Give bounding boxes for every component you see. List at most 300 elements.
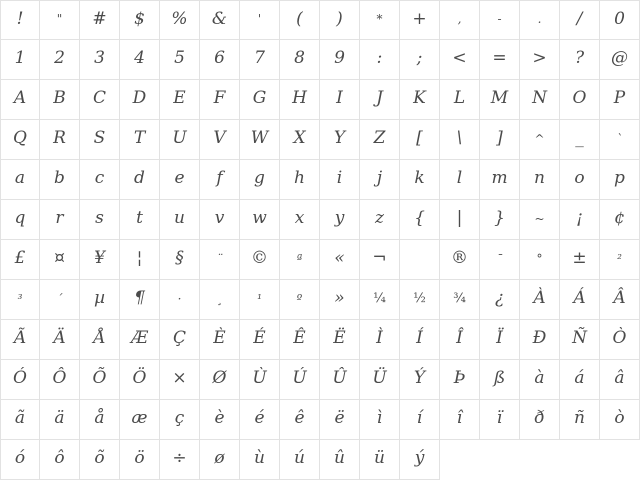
glyph-character: |: [456, 208, 463, 228]
glyph-cell: [280, 440, 320, 480]
glyph-cell: [80, 0, 120, 40]
glyph-character: í: [416, 408, 423, 428]
glyph-cell: [440, 200, 480, 240]
glyph-character: r: [55, 208, 64, 228]
glyph-cell: [480, 0, 520, 40]
glyph-cell: [80, 120, 120, 160]
glyph-cell: [80, 400, 120, 440]
glyph-cell: [520, 160, 560, 200]
glyph-character: ý: [414, 448, 425, 468]
glyph-cell: [520, 280, 560, 320]
glyph-character: $: [134, 8, 145, 29]
glyph-character: Z: [373, 128, 386, 148]
glyph-cell: [480, 80, 520, 120]
glyph-character: ß: [493, 368, 506, 388]
glyph-cell: [40, 40, 80, 80]
glyph-character: 8: [294, 48, 305, 68]
glyph-character: ¼: [373, 291, 386, 306]
glyph-character: Ú: [292, 368, 307, 388]
glyph-character: z: [375, 208, 384, 228]
glyph-cell: [80, 280, 120, 320]
glyph-character: h: [294, 168, 305, 188]
glyph-character: q: [14, 208, 26, 228]
glyph-cell: [400, 0, 440, 40]
glyph-character: ¦: [136, 248, 143, 268]
glyph-cell: [440, 400, 480, 440]
glyph-cell: [40, 0, 80, 40]
glyph-character: p: [614, 168, 625, 188]
glyph-cell: [360, 200, 400, 240]
glyph-cell: [360, 280, 400, 320]
glyph-cell: [120, 160, 160, 200]
glyph-character: K: [413, 88, 426, 108]
glyph-character: ð: [534, 408, 545, 428]
glyph-cell: [520, 200, 560, 240]
glyph-character: 0: [614, 8, 625, 29]
glyph-cell-empty: [520, 440, 560, 480]
glyph-character: C: [92, 88, 106, 108]
glyph-character: Y: [333, 128, 346, 148]
glyph-character: .: [537, 12, 542, 26]
glyph-cell: [200, 400, 240, 440]
glyph-character: ®: [451, 248, 468, 268]
glyph-cell: [560, 320, 600, 360]
glyph-character: <: [452, 48, 467, 68]
glyph-character: ¡: [576, 208, 583, 228]
glyph-character: (: [296, 8, 303, 29]
glyph-cell: [40, 320, 80, 360]
glyph-cell: [400, 120, 440, 160]
glyph-character: é: [254, 408, 265, 428]
glyph-character: ;: [416, 48, 423, 68]
glyph-character: Á: [573, 288, 586, 308]
glyph-character: m: [491, 168, 508, 188]
glyph-character: õ: [94, 448, 105, 468]
glyph-cell: [360, 160, 400, 200]
glyph-character: ?: [574, 48, 585, 68]
glyph-cell: [0, 160, 40, 200]
glyph-cell-empty: [600, 440, 640, 480]
glyph-character: ª: [296, 251, 303, 266]
glyph-character: ': [257, 12, 262, 26]
glyph-character: !: [16, 8, 24, 29]
glyph-cell: [240, 440, 280, 480]
glyph-character: Ö: [132, 368, 147, 388]
glyph-cell: [600, 40, 640, 80]
glyph-character: ¬: [372, 248, 387, 268]
glyph-cell: [120, 80, 160, 120]
glyph-cell: [320, 280, 360, 320]
glyph-character: I: [336, 88, 343, 108]
glyph-cell: [200, 240, 240, 280]
glyph-cell: [400, 400, 440, 440]
glyph-cell: [200, 280, 240, 320]
glyph-character: =: [492, 48, 507, 68]
glyph-character: Æ: [130, 328, 149, 348]
glyph-character: y: [334, 208, 345, 228]
glyph-cell: [600, 240, 640, 280]
glyph-character: g: [254, 168, 265, 188]
glyph-character: 2: [54, 48, 65, 68]
glyph-character: {: [414, 208, 425, 228]
glyph-cell: [40, 80, 80, 120]
glyph-cell: [80, 200, 120, 240]
glyph-character: §: [175, 248, 184, 268]
glyph-character: Ã: [13, 328, 27, 348]
glyph-cell: [160, 360, 200, 400]
glyph-character: ¯: [496, 251, 503, 266]
glyph-character: ±: [572, 248, 587, 268]
glyph-cell: [240, 200, 280, 240]
glyph-cell: [0, 240, 40, 280]
glyph-character: ¹: [257, 291, 262, 306]
glyph-cell: [560, 40, 600, 80]
glyph-cell: [440, 0, 480, 40]
glyph-cell: [200, 80, 240, 120]
glyph-character: a: [14, 168, 26, 188]
glyph-cell: [320, 120, 360, 160]
glyph-character: O: [572, 88, 587, 108]
glyph-character: f: [216, 168, 223, 188]
glyph-character: :: [376, 48, 383, 68]
glyph-cell: [160, 120, 200, 160]
glyph-cell: [400, 360, 440, 400]
glyph-character: H: [292, 88, 307, 108]
glyph-character: Û: [332, 368, 347, 388]
glyph-cell: [200, 320, 240, 360]
glyph-cell: [600, 320, 640, 360]
glyph-character: e: [174, 168, 185, 188]
glyph-character: Ñ: [572, 328, 587, 348]
glyph-character: -: [497, 12, 502, 26]
glyph-character: Þ: [453, 368, 466, 388]
glyph-cell: [560, 120, 600, 160]
glyph-character: ì: [376, 408, 383, 428]
glyph-character: ô: [54, 448, 65, 468]
glyph-character: ö: [134, 448, 145, 468]
glyph-character: ): [336, 8, 343, 29]
glyph-character: P: [613, 88, 626, 108]
glyph-character: [: [416, 128, 423, 148]
glyph-character: `: [616, 131, 623, 146]
glyph-character: 5: [174, 48, 185, 68]
glyph-cell: [600, 400, 640, 440]
glyph-character: Ï: [496, 328, 503, 348]
glyph-cell: [80, 320, 120, 360]
glyph-character: À: [533, 288, 546, 308]
glyph-cell: [360, 360, 400, 400]
glyph-cell: [400, 280, 440, 320]
glyph-cell: [280, 360, 320, 400]
glyph-cell: [160, 440, 200, 480]
glyph-cell: [160, 80, 200, 120]
glyph-cell: [240, 360, 280, 400]
glyph-character: ÷: [172, 448, 187, 468]
glyph-cell: [0, 200, 40, 240]
glyph-character: ¢: [614, 208, 625, 228]
glyph-cell: [360, 240, 400, 280]
glyph-character: Ë: [333, 328, 346, 348]
glyph-cell: [320, 240, 360, 280]
glyph-cell: [280, 80, 320, 120]
glyph-character: »: [334, 288, 345, 308]
glyph-cell: [160, 320, 200, 360]
glyph-cell: [480, 40, 520, 80]
glyph-cell: [160, 200, 200, 240]
glyph-character: ×: [172, 368, 187, 388]
glyph-cell: [440, 280, 480, 320]
glyph-cell: [520, 120, 560, 160]
glyph-cell: [200, 200, 240, 240]
glyph-cell: [240, 320, 280, 360]
glyph-cell: [320, 320, 360, 360]
glyph-character: ]: [496, 128, 503, 148]
glyph-cell: [480, 160, 520, 200]
glyph-character: J: [376, 88, 383, 108]
glyph-cell: [0, 320, 40, 360]
glyph-character: E: [173, 88, 186, 108]
glyph-cell: [520, 240, 560, 280]
glyph-character: W: [250, 128, 269, 148]
glyph-character: ^: [534, 131, 545, 146]
glyph-cell: [80, 40, 120, 80]
glyph-character: ù: [254, 448, 265, 468]
glyph-character: _: [575, 128, 584, 148]
glyph-character: n: [534, 168, 545, 188]
glyph-character: c: [94, 168, 105, 188]
glyph-character: ¥: [94, 248, 105, 268]
glyph-cell: [480, 360, 520, 400]
glyph-cell: [320, 360, 360, 400]
glyph-character: ½: [413, 291, 426, 306]
glyph-cell: [280, 200, 320, 240]
glyph-cell: [480, 280, 520, 320]
glyph-cell: [280, 400, 320, 440]
glyph-character: l: [456, 168, 463, 188]
glyph-character: U: [172, 128, 187, 148]
glyph-cell: [400, 200, 440, 240]
glyph-character: è: [214, 408, 225, 428]
glyph-cell: [600, 80, 640, 120]
glyph-character: ê: [294, 408, 305, 428]
glyph-character: º: [296, 291, 303, 306]
glyph-cell: [480, 200, 520, 240]
glyph-cell: [560, 360, 600, 400]
glyph-cell: [400, 80, 440, 120]
glyph-character: ©: [251, 248, 268, 268]
glyph-character: ": [56, 12, 63, 26]
glyph-character: \: [456, 128, 463, 148]
glyph-character: #: [92, 8, 107, 29]
glyph-cell: [80, 240, 120, 280]
glyph-cell: [160, 400, 200, 440]
glyph-cell-empty: [560, 440, 600, 480]
glyph-character: M: [490, 88, 509, 108]
glyph-character: u: [174, 208, 185, 228]
glyph-character: ó: [14, 448, 26, 468]
glyph-cell: [40, 440, 80, 480]
glyph-character: w: [252, 208, 267, 228]
glyph-cell: [120, 440, 160, 480]
glyph-character: 4: [134, 48, 145, 68]
glyph-character: F: [213, 88, 226, 108]
glyph-cell: [520, 320, 560, 360]
glyph-cell: [240, 80, 280, 120]
glyph-character: û: [334, 448, 345, 468]
glyph-cell: [40, 120, 80, 160]
glyph-cell: [0, 80, 40, 120]
glyph-character: ò: [614, 408, 625, 428]
glyph-character: t: [136, 208, 143, 228]
glyph-cell: [280, 0, 320, 40]
glyph-cell: [160, 160, 200, 200]
glyph-character: N: [532, 88, 547, 108]
glyph-character: }: [494, 208, 505, 228]
glyph-cell: [600, 200, 640, 240]
glyph-cell: [0, 0, 40, 40]
glyph-character: s: [95, 208, 104, 228]
glyph-character: ³: [17, 291, 23, 306]
glyph-character: î: [456, 408, 463, 428]
glyph-cell: [240, 280, 280, 320]
glyph-cell: [480, 400, 520, 440]
glyph-character: Ó: [13, 368, 27, 388]
glyph-character: ç: [174, 408, 185, 428]
glyph-cell: [520, 400, 560, 440]
glyph-cell: [400, 160, 440, 200]
glyph-cell: [320, 400, 360, 440]
glyph-character: A: [13, 88, 27, 108]
glyph-character: Õ: [92, 368, 107, 388]
glyph-cell: [0, 40, 40, 80]
glyph-character: ¸: [216, 291, 223, 306]
glyph-character: 6: [214, 48, 225, 68]
glyph-cell: [200, 40, 240, 80]
glyph-cell: [40, 240, 80, 280]
glyph-cell: [560, 200, 600, 240]
glyph-cell: [0, 360, 40, 400]
glyph-character: ·: [177, 291, 182, 306]
glyph-character: Å: [93, 328, 106, 348]
glyph-character: L: [453, 88, 466, 108]
glyph-character: %: [171, 8, 188, 29]
glyph-character: Ü: [372, 368, 387, 388]
glyph-cell: [120, 400, 160, 440]
glyph-cell: [440, 360, 480, 400]
glyph-cell: [560, 400, 600, 440]
glyph-character: Ò: [612, 328, 627, 348]
glyph-cell: [200, 0, 240, 40]
glyph-cell: [360, 320, 400, 360]
glyph-cell: [480, 240, 520, 280]
glyph-cell: [200, 160, 240, 200]
glyph-character: ,: [457, 12, 462, 26]
glyph-character: X: [293, 128, 306, 148]
glyph-cell: [360, 0, 400, 40]
glyph-cell: [0, 280, 40, 320]
glyph-character: à: [534, 368, 545, 388]
glyph-cell: [440, 120, 480, 160]
glyph-character: i: [336, 168, 343, 188]
glyph-cell: [320, 440, 360, 480]
glyph-character: D: [132, 88, 147, 108]
glyph-cell: [480, 120, 520, 160]
glyph-character: Ì: [376, 328, 383, 348]
glyph-cell: [400, 240, 440, 280]
glyph-character: +: [412, 8, 427, 29]
glyph-character: ñ: [574, 408, 585, 428]
glyph-cell: [400, 40, 440, 80]
glyph-cell: [0, 440, 40, 480]
glyph-cell: [320, 160, 360, 200]
glyph-cell: [560, 80, 600, 120]
glyph-cell: [120, 320, 160, 360]
glyph-character: Í: [416, 328, 423, 348]
glyph-character: ¤: [54, 248, 65, 268]
glyph-cell: [40, 400, 80, 440]
glyph-character: Ä: [53, 328, 66, 348]
glyph-character: Î: [456, 328, 463, 348]
glyph-cell: [160, 40, 200, 80]
glyph-character: R: [53, 128, 66, 148]
glyph-character: b: [54, 168, 65, 188]
glyph-cell: [80, 160, 120, 200]
glyph-character: k: [414, 168, 425, 188]
glyph-cell: [240, 160, 280, 200]
glyph-cell: [440, 160, 480, 200]
glyph-character: æ: [131, 408, 148, 428]
glyph-cell: [320, 80, 360, 120]
glyph-cell: [560, 240, 600, 280]
glyph-cell: [80, 80, 120, 120]
glyph-character: x: [294, 208, 305, 228]
glyph-character: &: [211, 8, 228, 29]
glyph-cell: [200, 120, 240, 160]
glyph-cell: [400, 320, 440, 360]
glyph-character: å: [94, 408, 105, 428]
glyph-cell: [120, 360, 160, 400]
glyph-character: Ç: [172, 328, 186, 348]
glyph-cell: [280, 160, 320, 200]
glyph-cell: [160, 240, 200, 280]
glyph-cell: [0, 400, 40, 440]
glyph-character: ï: [496, 408, 503, 428]
glyph-cell: [280, 320, 320, 360]
glyph-character: Ô: [52, 368, 67, 388]
glyph-character: «: [334, 248, 345, 268]
glyph-character: á: [574, 368, 585, 388]
glyph-character: Ø: [212, 368, 227, 388]
glyph-cell: [120, 200, 160, 240]
glyph-character: É: [253, 328, 266, 348]
glyph-cell: [480, 320, 520, 360]
glyph-cell: [360, 80, 400, 120]
glyph-cell: [120, 0, 160, 40]
glyph-character: ä: [54, 408, 65, 428]
glyph-cell: [600, 360, 640, 400]
glyph-character: ~: [534, 211, 545, 226]
glyph-character: ¾: [453, 291, 466, 306]
glyph-character: Ý: [413, 368, 426, 388]
glyph-character: 1: [14, 48, 26, 68]
glyph-cell: [120, 280, 160, 320]
glyph-cell: [120, 120, 160, 160]
glyph-character: °: [536, 251, 543, 266]
glyph-cell: [120, 40, 160, 80]
glyph-cell: [240, 240, 280, 280]
glyph-character: ´: [56, 291, 63, 306]
glyph-cell: [440, 320, 480, 360]
